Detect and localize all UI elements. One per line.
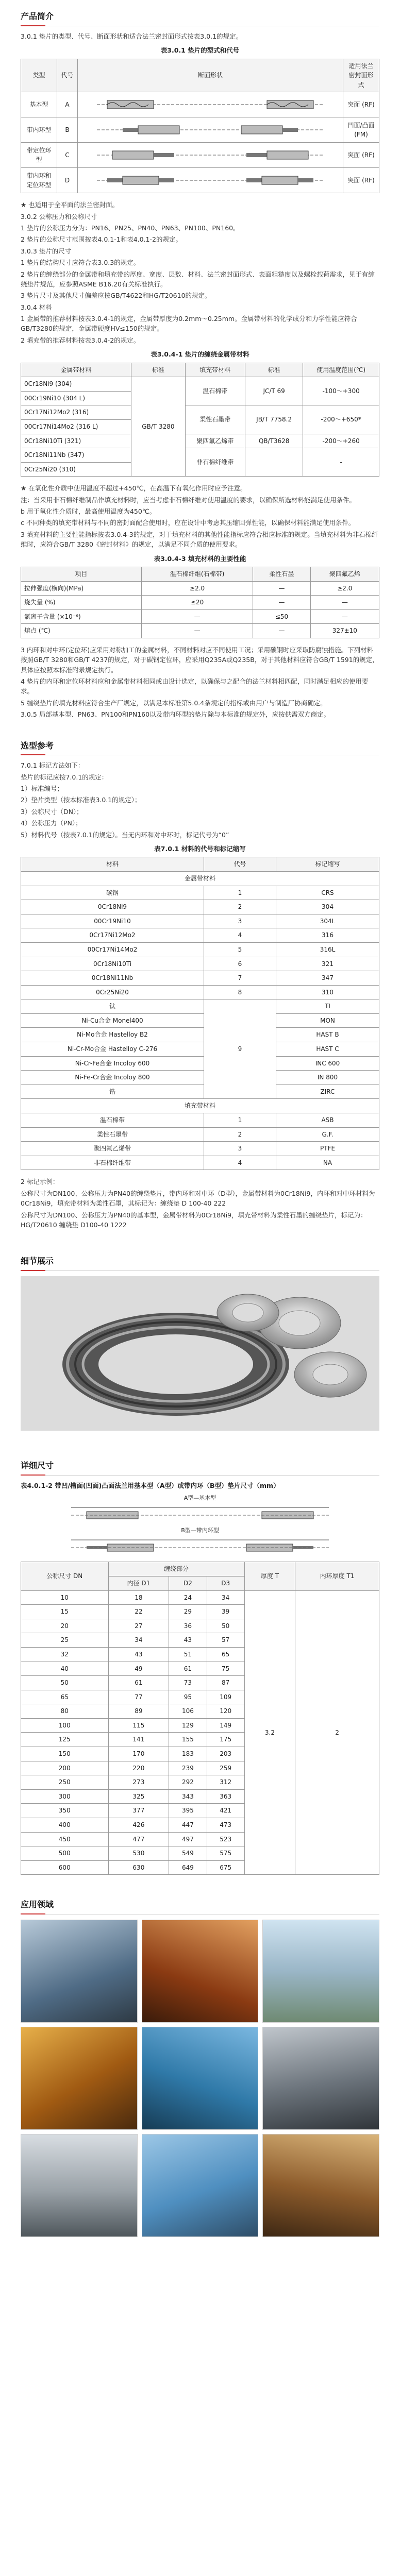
t5-cell: 49 (108, 1662, 169, 1676)
section-drawing-a (78, 92, 343, 117)
t5-cell: 273 (108, 1775, 169, 1790)
t4-cell: 00Cr19Ni10 (21, 914, 204, 928)
dimension-drawing-b (66, 1535, 334, 1558)
t5-cell: 477 (108, 1832, 169, 1846)
t2-h0: 金属带材料 (21, 363, 131, 377)
t5-cell: 89 (108, 1704, 169, 1719)
sel-after: 2 标记示例： (21, 1178, 59, 1186)
t2-fill-std: QB/T3628 (245, 434, 303, 448)
t5-cell: 183 (169, 1747, 207, 1761)
t1-code: B (57, 117, 78, 143)
t1-type: 带内环和定位环型 (21, 168, 57, 193)
section-drawing-d (78, 168, 343, 193)
t4-cell: 310 (276, 985, 379, 999)
t4-cell: 9 (204, 999, 276, 1099)
t1-h2: 断面形状 (78, 59, 343, 92)
t4-cell: 321 (276, 957, 379, 971)
note: 3 内环和对中环(定位环)应采用对称加工的金属材料，不同材料对应不同使用工况；采用碳钢时应采取防腐蚀措施。下列材料按照GB/T 3280和GB/T 4237的规定，对于碳钢定位环，应采用Q235A或Q235B，对于其他材料应符合GB/T 1591的规定，具体应按照本标准附录规定执行。 (21, 646, 379, 674)
t4-cell: HAST B (276, 1028, 379, 1042)
t4-cell: 4 (204, 928, 276, 943)
t5-cell: 447 (169, 1818, 207, 1833)
t4-cell: 聚四氟乙烯带 (21, 1142, 204, 1156)
t4-cell: 钛 (21, 999, 204, 1014)
t4-cell: 8 (204, 985, 276, 999)
t5-cell: 57 (207, 1633, 244, 1648)
t4-cell: 304 (276, 900, 379, 914)
t5-cell: 575 (207, 1846, 244, 1861)
material-code-table (21, 857, 379, 1170)
t1-h1: 代号 (57, 59, 78, 92)
t5-cell: 149 (207, 1718, 244, 1733)
t4-cell: 347 (276, 971, 379, 986)
t5-cell: 150 (21, 1747, 109, 1761)
t4-cell: 00Cr17Ni14Mo2 (21, 942, 204, 957)
t2-fill-temp: - (303, 448, 379, 477)
t5-cell: 20 (21, 1619, 109, 1633)
t5-cell: 73 (169, 1676, 207, 1690)
t3-cell: — (253, 581, 310, 596)
t5-cell: 400 (21, 1818, 109, 1833)
t4-cell: 0Cr18Ni10Ti (21, 957, 204, 971)
sel-line: 垫片的标记应按7.0.1的规定： (21, 773, 108, 781)
t4-cell: 碳钢 (21, 886, 204, 900)
t4-cell: 5 (204, 942, 276, 957)
t5-cell: 426 (108, 1818, 169, 1833)
t5-cell: 115 (108, 1718, 169, 1733)
t3-cell: — (253, 596, 310, 610)
t5-cell: 497 (169, 1832, 207, 1846)
t1-h3: 适用法兰密封面形式 (343, 59, 379, 92)
t5-cell: 120 (207, 1704, 244, 1719)
t3-cell: — (142, 624, 253, 638)
table5-caption: 表4.0.1-2 带凹/槽面(凹面)凸面法兰用基本型（A型）或带内环（B型）垫片尺寸（mm） (21, 1481, 280, 1489)
t2-h2: 填充带材料 (185, 363, 245, 377)
t5-cell: 170 (108, 1747, 169, 1761)
t5-cell: 75 (207, 1662, 244, 1676)
t5-cell: 36 (169, 1619, 207, 1633)
application-photo-grid (21, 1920, 379, 2237)
t3-cell: ≤50 (253, 609, 310, 624)
t4-cell: 非石棉纤维带 (21, 1156, 204, 1170)
t1-code: D (57, 168, 78, 193)
t5-cell: 15 (21, 1605, 109, 1619)
t5-cell: 203 (207, 1747, 244, 1761)
t1-face: 凹面/凸面 (FM) (343, 117, 379, 143)
note: c 不同种类的填充带材料与不同的密封面配合使用时，应在设计中考虑其压缩回弹性能，以确保材料能满足使用条件。 (21, 519, 355, 527)
t5-h: 厚度 T (244, 1562, 295, 1590)
t2-h1: 标准 (131, 363, 185, 377)
t4-cell: G.F. (276, 1127, 379, 1142)
t4-cell: Ni-Fe-Cr合金 Incoloy 800 (21, 1071, 204, 1085)
t5-thickness: 3.2 (244, 1590, 295, 1875)
t3-cell: 氯离子含量 (×10⁻⁶) (21, 609, 142, 624)
t2-h3: 标准 (245, 363, 303, 377)
table3-caption: 表3.0.4-3 填充材料的主要性能 (154, 554, 246, 563)
t2-metal: 0Cr18Ni11Nb (347) (21, 448, 131, 463)
t4-cell: 1 (204, 886, 276, 900)
note: 3.0.2 公称压力和公称尺寸 (21, 212, 97, 221)
t5-cell: 350 (21, 1804, 109, 1818)
t4-cell: 4 (204, 1156, 276, 1170)
t4-cell: 温石棉带 (21, 1113, 204, 1128)
t2-fill-std: JC/T 69 (245, 377, 303, 405)
t5-cell: 22 (108, 1605, 169, 1619)
t5-cell: 18 (108, 1590, 169, 1605)
t4-cell: Ni-Cu合金 Monel400 (21, 1013, 204, 1028)
t3-cell: 熔点 (℃) (21, 624, 142, 638)
gasket-dimension-table (21, 1562, 379, 1875)
t4-cell: HAST C (276, 1042, 379, 1057)
t4-cell: Ni-Cr-Fe合金 Incoloy 600 (21, 1056, 204, 1071)
t4-cell: 316L (276, 942, 379, 957)
t2-h4: 使用温度范围(℃) (303, 363, 379, 377)
t5-cell: 292 (169, 1775, 207, 1790)
t4-cell: 7 (204, 971, 276, 986)
sel-line: 7.0.1 标记方法如下： (21, 761, 85, 770)
t5-cell: 100 (21, 1718, 109, 1733)
t5-cell: 239 (169, 1761, 207, 1775)
t1-code: A (57, 92, 78, 117)
t2-fill-std: JB/T 7758.2 (245, 405, 303, 434)
t3-cell: 拉伸强度(横向)(MPa) (21, 581, 142, 596)
t5-cell: 220 (108, 1761, 169, 1775)
t4-cell: NA (276, 1156, 379, 1170)
t5-cell: 43 (108, 1647, 169, 1662)
t5-cell: 377 (108, 1804, 169, 1818)
application-photo (142, 2134, 259, 2237)
t1-type: 基本型 (21, 92, 57, 117)
t4-cell: 2 (204, 1127, 276, 1142)
t5-cell: 34 (207, 1590, 244, 1605)
table4-caption: 表7.0.1 材料的代号和标记缩写 (154, 844, 246, 853)
t2-metal: 0Cr17Ni12Mo2 (316) (21, 405, 131, 420)
t5-cell: 530 (108, 1846, 169, 1861)
t2-fill: 柔性石墨带 (185, 405, 245, 434)
note: b 用于氧化性介质时，最高使用温度为450℃。 (21, 507, 156, 516)
t4-h: 标记缩写 (276, 857, 379, 872)
note: 1 金属带的推荐材料按表3.0.4-1的规定，金属带厚度为0.2mm～0.25mm。金属带材料的化学成分和力学性能应符合GB/T3280的规定，金属带硬度HV≤150的规定。 (21, 315, 357, 333)
t2-fill: 非石棉纤维带 (185, 448, 245, 477)
t1-code: C (57, 143, 78, 168)
section-title-intro: 产品简介 (21, 10, 379, 26)
t5-cell: 421 (207, 1804, 244, 1818)
note: 2 填充带的推荐材料按表3.0.4-2的规定。 (21, 336, 140, 344)
t5-cell: 675 (207, 1860, 244, 1875)
t5-cell: 129 (169, 1718, 207, 1733)
t5-cell: 450 (21, 1832, 109, 1846)
application-photo (21, 1920, 138, 2023)
t5-cell: 50 (207, 1619, 244, 1633)
t5-cell: 630 (108, 1860, 169, 1875)
t5-cell: 65 (207, 1647, 244, 1662)
t4-cell: CRS (276, 886, 379, 900)
table2-caption: 表3.0.4-1 垫片的缠绕金属带材料 (151, 350, 249, 359)
section-title-dimensions: 详细尺寸 (21, 1460, 379, 1476)
t2-metal: 00Cr19Ni10 (304 L) (21, 391, 131, 405)
t4-cell: 0Cr17Ni12Mo2 (21, 928, 204, 943)
t4-cell: 0Cr18Ni9 (21, 900, 204, 914)
t4-group: 金属带材料 (21, 871, 379, 886)
t3-cell: — (253, 624, 310, 638)
t5-cell: 32 (21, 1647, 109, 1662)
t4-cell: 316 (276, 928, 379, 943)
t3-cell: ≥2.0 (142, 581, 253, 596)
t5-cell: 65 (21, 1690, 109, 1704)
t2-fill-std (245, 448, 303, 477)
t1-h0: 类型 (21, 59, 57, 92)
t5-sub: D3 (207, 1576, 244, 1590)
t5-h: 公称尺寸 DN (21, 1562, 109, 1590)
note: 注：当采用非石棉纤维制品作填充材料时，应当考虑非石棉纤维对使用温度的要求，以确保所选材料能满足使用条件。 (21, 496, 356, 504)
t4-cell: 0Cr25Ni20 (21, 985, 204, 999)
t5-cell: 29 (169, 1605, 207, 1619)
t5-cell: 43 (169, 1633, 207, 1648)
application-photo (262, 1920, 379, 2023)
t4-cell: TI (276, 999, 379, 1014)
t5-cell: 141 (108, 1733, 169, 1747)
t5-cell: 175 (207, 1733, 244, 1747)
sel-line: 2）垫片类型（按本标准表3.0.1的规定）； (21, 796, 141, 804)
t5-cell: 549 (169, 1846, 207, 1861)
note: 5 缠绕垫片的填充材料应符合生产厂规定，以满足本标准第5.0.4条规定的指标或由用户与制造厂协商确定。 (21, 699, 327, 707)
gasket-type-table (21, 59, 379, 194)
t5-cell: 109 (207, 1690, 244, 1704)
note: 1 垫片的公称压力分为：PN16、PN25、PN40、PN63、PN100、PN160。 (21, 224, 240, 232)
t2-fill: 聚四氟乙烯带 (185, 434, 245, 448)
sel-line: 4）公称压力（PN）； (21, 819, 82, 827)
note: 2 垫片的缠绕部分的金属带和填充带的厚度、宽度、层数、材料、法兰密封面形式、表面粗糙度以及螺栓载荷需求，见于有缠绕垫片规范，应参照ASME B16.20有关标准执行。 (21, 270, 375, 288)
t4-h: 材料 (21, 857, 204, 872)
section-title-selection: 选型参考 (21, 740, 379, 756)
section-title-applications: 应用领域 (21, 1899, 379, 1914)
t2-fill-temp: -100～+300 (303, 377, 379, 405)
t1-face: 突面 (RF) (343, 143, 379, 168)
t4-cell: Ni-Cr-Mo合金 Hastelloy C-276 (21, 1042, 204, 1057)
t4-h: 代号 (204, 857, 276, 872)
application-photo (262, 2134, 379, 2237)
t5-cell: 50 (21, 1676, 109, 1690)
section-title-details: 细节展示 (21, 1255, 379, 1271)
t4-cell: 2 (204, 900, 276, 914)
t5-cell: 61 (108, 1676, 169, 1690)
table1-caption: 表3.0.1 垫片的型式和代号 (160, 46, 240, 55)
t5-cell: 200 (21, 1761, 109, 1775)
note: 3 垫片尺寸及其他尺寸偏差应按GB/T4622和HG/T20610的规定。 (21, 292, 211, 300)
t5-h: 缠绕部分 (108, 1562, 244, 1577)
t5-cell: 325 (108, 1789, 169, 1804)
t5-cell: 77 (108, 1690, 169, 1704)
note: 4 垫片的内环和定位环材料应和金属带材料相同或由设计选定，以确保与之配合的法兰材料相匹配，同时满足相应的使用要求。 (21, 677, 369, 696)
t1-face: 突面 (RF) (343, 92, 379, 117)
t1-face: 突面 (RF) (343, 168, 379, 193)
t5-cell: 155 (169, 1733, 207, 1747)
t3-h: 柔性石墨 (253, 567, 310, 581)
t5-cell: 27 (108, 1619, 169, 1633)
sel-line: 1）标准编号； (21, 785, 63, 793)
t5-h: 内环厚度 T1 (295, 1562, 379, 1590)
drawing-label-a: A型—基本型 (184, 1495, 216, 1502)
t3-cell: — (310, 596, 379, 610)
application-photo (21, 2027, 138, 2130)
t5-cell: 259 (207, 1761, 244, 1775)
t5-cell: 312 (207, 1775, 244, 1790)
section-drawing-b (78, 117, 343, 143)
t5-ring-thickness: 2 (295, 1590, 379, 1875)
t4-cell: PTFE (276, 1142, 379, 1156)
t2-metal: 00Cr17Ni14Mo2 (316 L) (21, 419, 131, 434)
t4-cell: 3 (204, 914, 276, 928)
t5-cell: 95 (169, 1690, 207, 1704)
t4-cell: 6 (204, 957, 276, 971)
t5-cell: 87 (207, 1676, 244, 1690)
t3-cell: 327±10 (310, 624, 379, 638)
filler-property-table (21, 567, 379, 638)
t2-metal: 0Cr25Ni20 (310) (21, 462, 131, 477)
sel-after: 公称尺寸为DN100、公称压力为PN40的基本型，金属带材料为0Cr18Ni9，填充带材料为柔性石墨的缠绕垫片，标记为：HG/T20610 缠绕垫 D100-40 1222 (21, 1211, 367, 1229)
t5-cell: 395 (169, 1804, 207, 1818)
note: 3.0.3 垫片的尺寸 (21, 247, 72, 255)
t3-cell: ≥2.0 (310, 581, 379, 596)
t1-type: 带内环型 (21, 117, 57, 143)
t5-cell: 51 (169, 1647, 207, 1662)
t3-h: 聚四氟乙烯 (310, 567, 379, 581)
t5-cell: 80 (21, 1704, 109, 1719)
section-drawing-c (78, 143, 343, 168)
note: 1 垫片的结构尺寸应符合表3.0.3的规定。 (21, 259, 140, 267)
sel-line: 5）材料代号（按表7.0.1的规定）。当无内环和对中环时，标记代号为“0” (21, 831, 229, 839)
application-photo (142, 1920, 259, 2023)
t5-cell: 300 (21, 1789, 109, 1804)
t5-sub: 内径 D1 (108, 1576, 169, 1590)
t3-h: 温石棉纤维(石棉带) (142, 567, 253, 581)
gasket-product-photo (21, 1276, 379, 1431)
sel-after: 公称尺寸为DN100、公称压力为PN40的缠绕垫片，带内环和对中环（D型），金属带材料为0Cr18Ni9，内环和对中环材料为0Cr18Ni9，填充带材料为柔性石墨，其标记为：缠绕垫 D 100-40 222 (21, 1189, 375, 1208)
t5-cell: 523 (207, 1832, 244, 1846)
application-photo (262, 2027, 379, 2130)
t5-cell: 343 (169, 1789, 207, 1804)
t5-cell: 600 (21, 1860, 109, 1875)
t4-cell: 3 (204, 1142, 276, 1156)
t5-cell: 25 (21, 1633, 109, 1648)
t2-metal: 0Cr18Ni10Ti (321) (21, 434, 131, 448)
t3-h: 项目 (21, 567, 142, 581)
t4-cell: MON (276, 1013, 379, 1028)
t3-cell: — (310, 609, 379, 624)
note: ★ 在氧化性介质中使用温度不超过+450℃，在高温下有氧化作用时应予注意。 (21, 484, 247, 493)
t5-cell: 250 (21, 1775, 109, 1790)
t3-cell: — (142, 609, 253, 624)
t4-cell: 0Cr18Ni11Nb (21, 971, 204, 986)
t3-cell: 烧失量 (%) (21, 596, 142, 610)
note: ★ 也适用于全平面的法兰密封面。 (21, 201, 119, 209)
t4-cell: ZIRC (276, 1084, 379, 1099)
note: 3.0.4 材料 (21, 303, 52, 311)
t5-cell: 39 (207, 1605, 244, 1619)
t5-cell: 34 (108, 1633, 169, 1648)
t4-group: 填充带材料 (21, 1099, 379, 1113)
application-photo (21, 2134, 138, 2237)
t2-metal-std: GB/T 3280 (131, 377, 185, 477)
note: 3 填充材料的主要性能指标按表3.0.4-3的规定，对于填充材料的其他性能指标应符合相应标准的规定。当填充材料为非石棉纤维时，应符合GB/T 3280《密封材料》的规定，以满足不同介质的使用要求。 (21, 530, 378, 549)
sel-line: 3）公称尺寸（DN）； (21, 807, 83, 816)
t2-fill-temp: -200～+260 (303, 434, 379, 448)
t4-cell: 304L (276, 914, 379, 928)
t2-metal: 0Cr18Ni9 (304) (21, 377, 131, 392)
t4-cell: 锆 (21, 1084, 204, 1099)
t5-sub: D2 (169, 1576, 207, 1590)
intro-p1: 3.0.1 垫片的类型、代号、断面形状和适合法兰密封面形式按表3.0.1的规定。 (21, 32, 243, 40)
t3-cell: ≤20 (142, 596, 253, 610)
t2-fill: 温石棉带 (185, 377, 245, 405)
material-table (21, 363, 379, 477)
t5-cell: 106 (169, 1704, 207, 1719)
application-photo (142, 2027, 259, 2130)
t5-cell: 363 (207, 1789, 244, 1804)
t5-cell: 24 (169, 1590, 207, 1605)
t5-cell: 500 (21, 1846, 109, 1861)
t5-cell: 649 (169, 1860, 207, 1875)
t5-cell: 61 (169, 1662, 207, 1676)
t5-cell: 10 (21, 1590, 109, 1605)
t5-cell: 125 (21, 1733, 109, 1747)
t4-cell: INC 600 (276, 1056, 379, 1071)
t1-type: 带定位环型 (21, 143, 57, 168)
t4-cell: IN 800 (276, 1071, 379, 1085)
note: 3.0.5 局部基本型、PN63、PN100和PN160以及带内环型的垫片除与本标准的规定外，应按供需双方商定。 (21, 710, 330, 719)
t5-cell: 473 (207, 1818, 244, 1833)
t5-cell: 40 (21, 1662, 109, 1676)
t4-cell: 柔性石墨带 (21, 1127, 204, 1142)
note: 2 垫片的公称尺寸范围按表4.0.1-1和表4.0.1-2的规定。 (21, 235, 182, 244)
drawing-label-b: B型—带内环型 (181, 1527, 219, 1534)
t2-fill-temp: -200～+650* (303, 405, 379, 434)
t4-cell: 1 (204, 1113, 276, 1128)
t4-cell: ASB (276, 1113, 379, 1128)
t4-cell: Ni-Mo合金 Hastelloy B2 (21, 1028, 204, 1042)
dimension-drawing-a (66, 1502, 334, 1526)
